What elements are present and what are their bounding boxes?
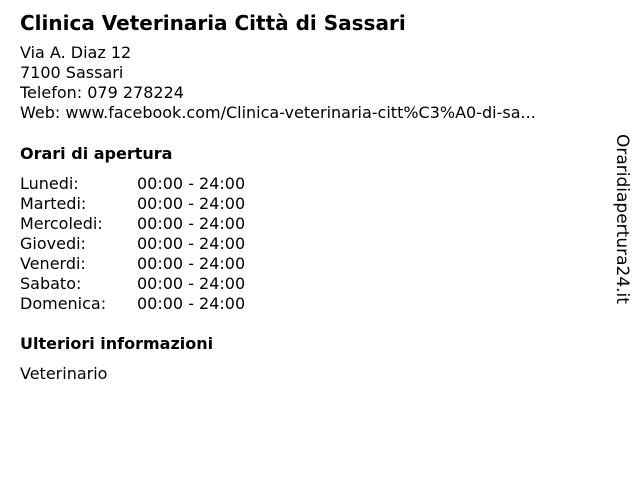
time-range: 00:00 - 24:00	[137, 294, 246, 313]
category-value: Veterinario	[20, 364, 108, 383]
day-label: Giovedi:	[20, 234, 86, 253]
website-link[interactable]: Web: www.facebook.com/Clinica-veterinaria-citt%C3%A0-di-sa...	[20, 103, 536, 122]
time-range: 00:00 - 24:00	[137, 254, 246, 273]
opening-hours-heading: Orari di apertura	[20, 144, 173, 163]
time-range: 00:00 - 24:00	[137, 214, 246, 233]
time-range: 00:00 - 24:00	[137, 194, 246, 213]
hours-row	[20, 254, 245, 274]
time-range: 00:00 - 24:00	[137, 274, 246, 293]
day-label: Sabato:	[20, 274, 82, 293]
hours-row	[20, 194, 245, 214]
time-range: 00:00 - 24:00	[137, 174, 246, 193]
hours-row	[20, 294, 245, 314]
day-label: Mercoledi:	[20, 214, 103, 233]
day-label: Martedi:	[20, 194, 87, 213]
hours-row	[20, 274, 245, 294]
address-block	[20, 43, 536, 123]
day-label: Domenica:	[20, 294, 107, 313]
hours-row	[20, 174, 245, 194]
hours-row	[20, 214, 245, 234]
opening-hours-table	[20, 174, 245, 314]
hours-row	[20, 234, 245, 254]
street-address: Via A. Diaz 12	[20, 43, 132, 62]
day-label: Lunedi:	[20, 174, 79, 193]
additional-info-heading: Ulteriori informazioni	[20, 334, 214, 353]
page-title: Clinica Veterinaria Città di Sassari	[20, 11, 406, 35]
city-address: 7100 Sassari	[20, 63, 124, 82]
site-watermark: Oraridiapertura24.it	[612, 134, 632, 304]
phone-number: Telefon: 079 278224	[20, 83, 184, 102]
day-label: Venerdi:	[20, 254, 86, 273]
time-range: 00:00 - 24:00	[137, 234, 246, 253]
